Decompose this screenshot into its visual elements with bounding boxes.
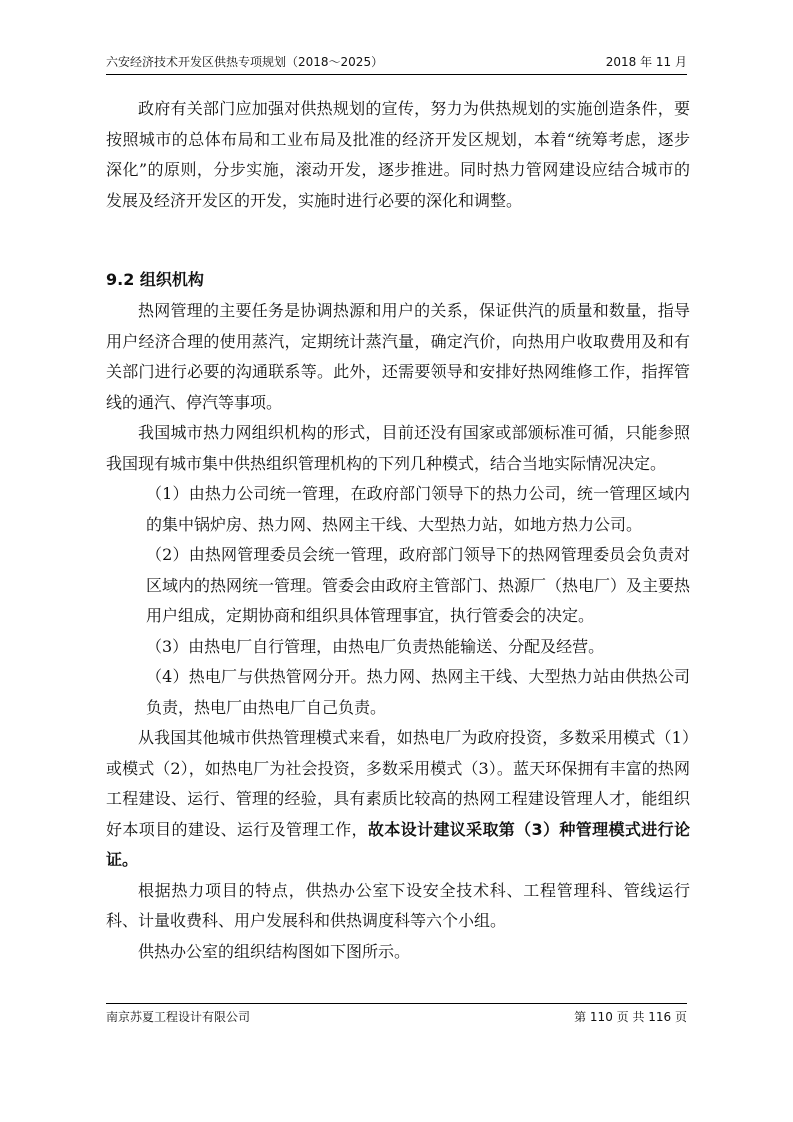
paragraph-mode-2: （2）由热网管理委员会统一管理，政府部门领导下的热网管理委员会负责对区域内的热网统一管理。管委会由政府主管部门、热源厂（热电厂）及主要热用户组成，定期协商和组织具体管理事宜，执行管委会的决定。 bbox=[146, 545, 691, 625]
paragraph-office-departments: 根据热力项目的特点，供热办公室下设安全技术科、工程管理科、管线运行科、计量收费科、用户发展科和供热调度科等六个小组。 bbox=[106, 880, 690, 930]
paragraph-mode-4: （4）热电厂与供热管网分开。热力网、热网主干线、大型热力站由供热公司负责，热电厂由热电厂自己负责。 bbox=[146, 667, 690, 717]
paragraph-mode-1: （1）由热力公司统一管理，在政府部门领导下的热力公司，统一管理区域内的集中锅炉房、热力网、热网主干线、大型热力站，如地方热力公司。 bbox=[146, 484, 690, 534]
paragraph-heat-network-tasks: 热网管理的主要任务是协调热源和用户的关系，保证供汽的质量和数量，指导用户经济合理的使用蒸汽，定期统计蒸汽量，确定汽价，向热用户收取费用及和有关部门进行必要的沟通联系等。此外，还需要领导和安排好热网维修工作，指挥管线的通汽、停汽等事项。 bbox=[106, 301, 690, 412]
recommendation-conclusion: 故本设计建议采取第（3）种管理模式进行论证。 bbox=[106, 819, 690, 869]
footer-company: 南京苏夏工程设计有限公司 bbox=[106, 1010, 251, 1024]
page-body bbox=[106, 94, 690, 967]
recommendation-text: 从我国其他城市供热管理模式来看，如热电厂为政府投资，多数采用模式（1）或模式（2），如热电厂为社会投资，多数采用模式（3）。蓝天环保拥有丰富的热网工程建设、运行、管理的经验，具有素质比较高的热网工程建设管理人才，能组织好本项目的建设、运行及管理工作， bbox=[106, 728, 690, 839]
page-footer bbox=[106, 1008, 687, 1028]
header-date: 2018 年 11 月 bbox=[605, 55, 687, 69]
header-rule bbox=[106, 74, 687, 75]
footer-rule bbox=[106, 1003, 687, 1004]
page-header bbox=[106, 50, 687, 70]
header-document-title: 六安经济技术开发区供热专项规划（2018～2025） bbox=[106, 55, 384, 69]
paragraph-recommendation bbox=[106, 723, 690, 876]
paragraph-org-chart-intro: 供热办公室的组织结构图如下图所示。 bbox=[138, 941, 411, 961]
section-heading: 9.2 组织机构 bbox=[106, 270, 204, 289]
footer-page-number: 第 110 页 共 116 页 bbox=[574, 1010, 687, 1024]
paragraph-implementation: 政府有关部门应加强对供热规划的宣传，努力为供热规划的实施创造条件，要按照城市的总体布局和工业布局及批准的经济开发区规划，本着“统筹考虑，逐步深化”的原则，分步实施，滚动开发，逐步推进。同时热力管网建设应结合城市的发展及经济开发区的开发，实施时进行必要的深化和调整。 bbox=[106, 99, 690, 210]
paragraph-organization-form: 我国城市热力网组织机构的形式，目前还没有国家或部颁标准可循，只能参照我国现有城市集中供热组织管理机构的下列几种模式，结合当地实际情况决定。 bbox=[106, 423, 690, 473]
paragraph-mode-3: （3）由热电厂自行管理，由热电厂负责热能输送、分配及经营。 bbox=[146, 636, 605, 656]
